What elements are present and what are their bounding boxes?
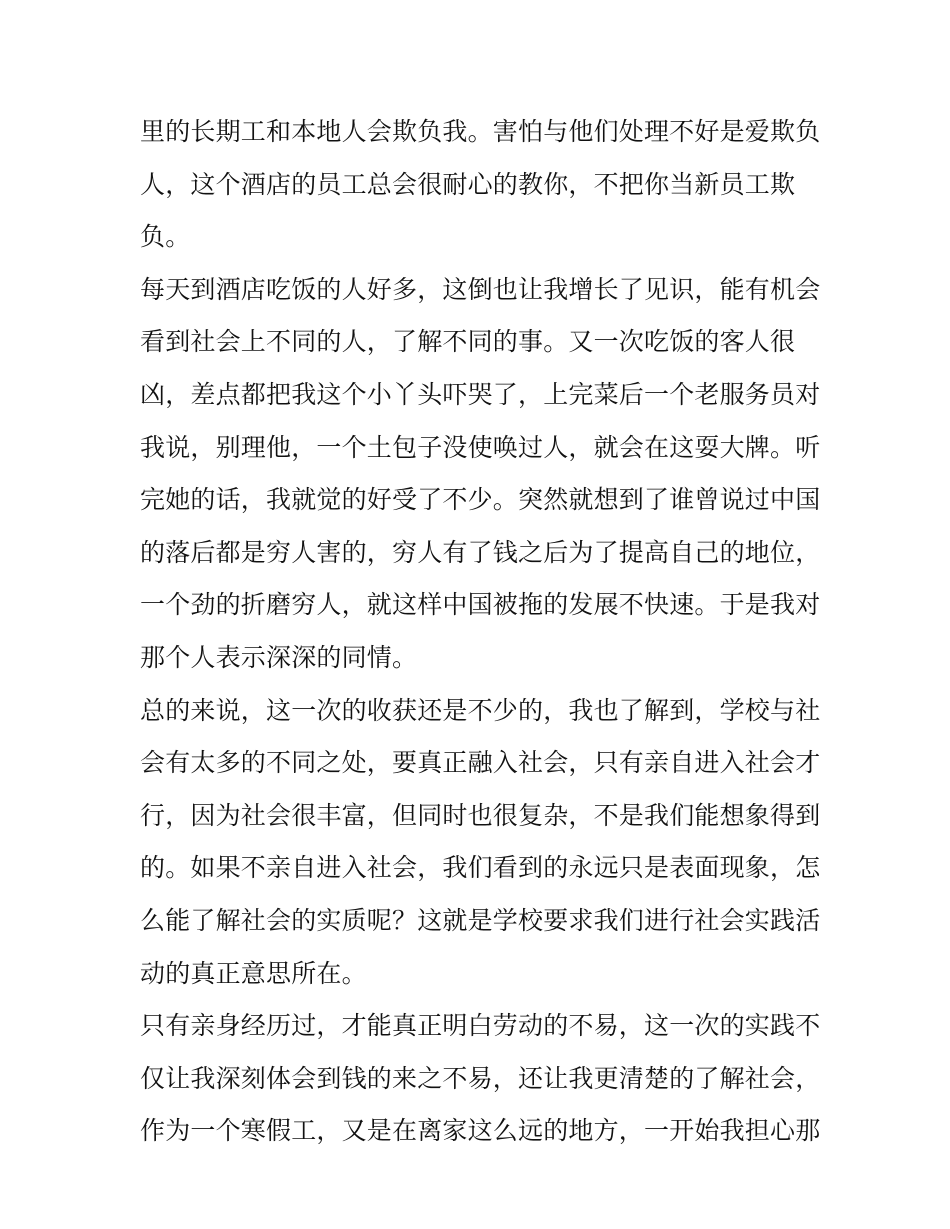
body-text bbox=[140, 106, 820, 1158]
text-line: 里的长期工和本地人会欺负我。害怕与他们处理不好是爱欺负 bbox=[140, 117, 821, 146]
text-line: 看到社会上不同的人，了解不同的事。又一次吃饭的客人很 bbox=[140, 327, 796, 357]
text-line: 只有亲身经历过，才能真正明白劳动的不易，这一次的实践不 bbox=[140, 1011, 821, 1041]
text-line: 仅让我深刻体会到钱的来之不易，还让我更清楚的了解社会， bbox=[140, 1063, 821, 1093]
text-line: 那个人表示深深的同情。 bbox=[140, 642, 418, 672]
text-line: 会有太多的不同之处，要真正融入社会，只有亲自进入社会才 bbox=[140, 748, 821, 778]
text-line: 凶，差点都把我这个小丫头吓哭了，上完菜后一个老服务员对 bbox=[140, 379, 821, 409]
text-line: 负。 bbox=[140, 222, 191, 252]
text-line: 么能了解社会的实质呢？这就是学校要求我们进行社会实践活 bbox=[140, 905, 821, 935]
text-line: 我说，别理他，一个土包子没使唤过人，就会在这耍大牌。听 bbox=[140, 432, 821, 462]
text-line: 动的真正意思所在。 bbox=[140, 958, 367, 988]
text-line: 的落后都是穷人害的，穷人有了钱之后为了提高自己的地位， bbox=[140, 537, 821, 567]
text-line: 一个劲的折磨穷人，就这样中国被拖的发展不快速。于是我对 bbox=[140, 590, 821, 620]
text-line: 行，因为社会很丰富，但同时也很复杂，不是我们能想象得到 bbox=[140, 800, 821, 830]
text-line: 作为一个寒假工，又是在离家这么远的地方，一开始我担心那 bbox=[140, 1116, 821, 1146]
text-line: 完她的话，我就觉的好受了不少。突然就想到了谁曾说过中国 bbox=[140, 485, 821, 515]
text-line: 人，这个酒店的员工总会很耐心的教你，不把你当新员工欺 bbox=[140, 169, 796, 199]
text-line: 每天到酒店吃饭的人好多，这倒也让我增长了见识，能有机会 bbox=[140, 274, 821, 304]
text-line: 的。如果不亲自进入社会，我们看到的永远只是表面现象，怎 bbox=[140, 853, 821, 883]
text-line: 总的来说，这一次的收获还是不少的，我也了解到，学校与社 bbox=[140, 695, 821, 725]
